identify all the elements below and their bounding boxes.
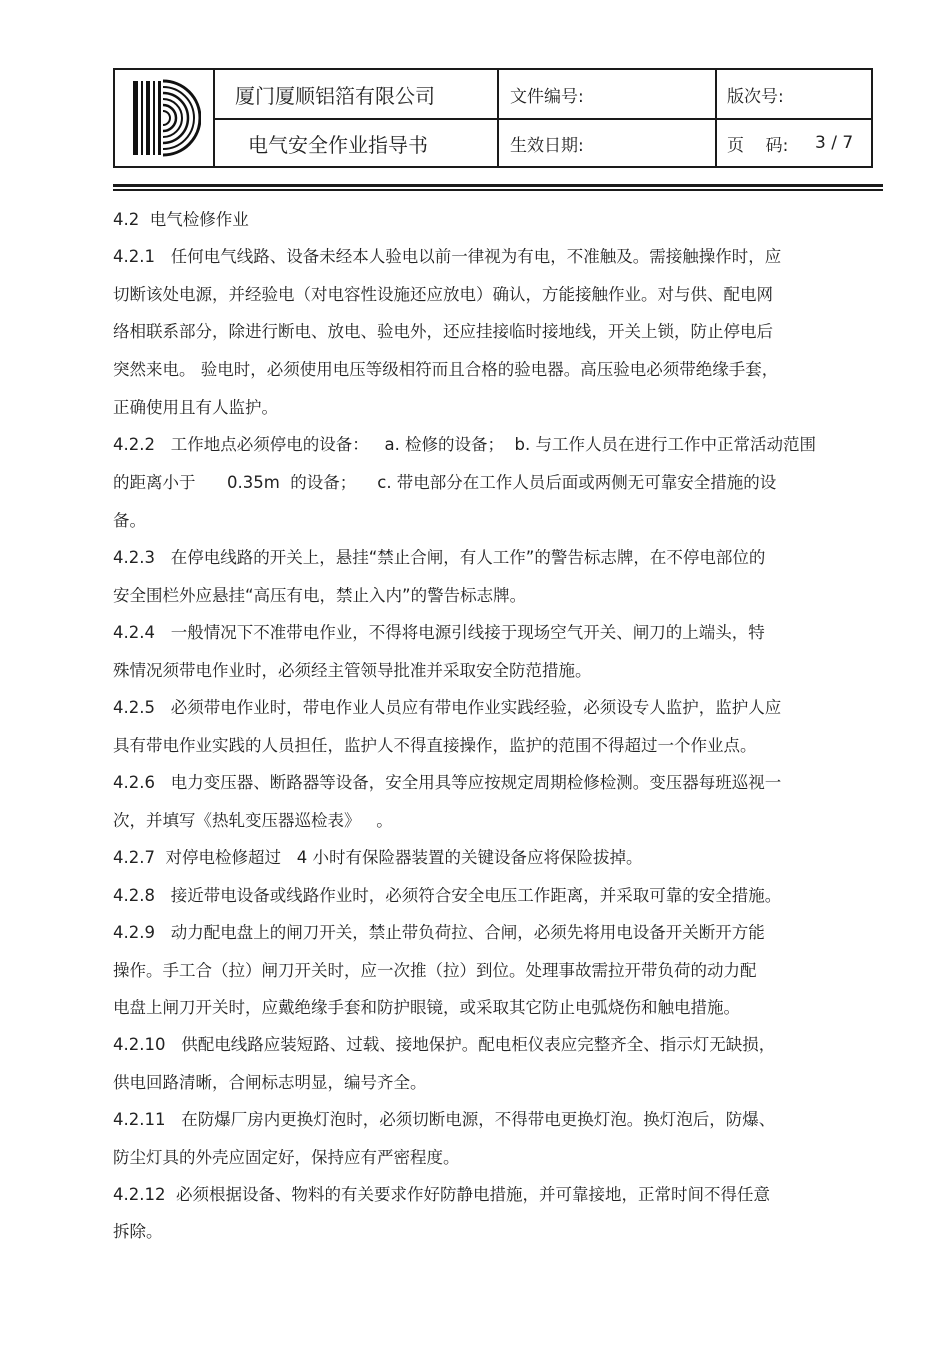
effective-date-label: 生效日期: bbox=[510, 135, 584, 156]
paragraph-line: 4.2.5 必须带电作业时，带电作业人员应有带电作业实践经验，必须设专人监护，监护人应 bbox=[113, 698, 782, 717]
file-number-label: 文件编号: bbox=[510, 86, 584, 107]
paragraph-line: 备。 bbox=[113, 511, 146, 530]
paragraph-line: 络相联系部分，除进行断电、放电、验电外，还应挂接临时接地线，开关上锁，防止停电后 bbox=[113, 322, 773, 341]
paragraph-line: 4.2.11 在防爆厂房内更换灯泡时，必须切断电源，不得带电更换灯泡。换灯泡后，防爆、 bbox=[113, 1110, 776, 1129]
paragraph-line: 4.2.2 工作地点必须停电的设备： a. 检修的设备； b. 与工作人员在进行工作中正常活动范围 bbox=[113, 435, 817, 454]
version-label: 版次号: bbox=[727, 86, 784, 107]
paragraph-line: 供电回路清晰，合闸标志明显，编号齐全。 bbox=[113, 1073, 427, 1092]
paragraph-line: 4.2.3 在停电线路的开关上，悬挂“禁止合闸，有人工作”的警告标志牌，在不停电部位的 bbox=[113, 548, 766, 567]
paragraph-line: 突然来电。 验电时，必须使用电压等级相符而且合格的验电器。高压验电必须带绝缘手套， bbox=[113, 360, 779, 379]
page-label: 页 码: bbox=[727, 135, 789, 156]
paragraph-line: 4.2.7 对停电检修超过 4 小时有保险器装置的关键设备应将保险拔掉。 bbox=[113, 848, 643, 867]
paragraph-line: 4.2.8 接近带电设备或线路作业时，必须符合安全电压工作距离，并采取可靠的安全措施。 bbox=[113, 886, 782, 905]
paragraph-line: 的距离小于 0.35m 的设备； c. 带电部分在工作人员后面或两侧无可靠安全措施的设 bbox=[113, 473, 777, 492]
paragraph-line: 防尘灯具的外壳应固定好，保持应有严密程度。 bbox=[113, 1148, 460, 1167]
company-logo bbox=[115, 70, 214, 166]
paragraph-line: 殊情况须带电作业时，必须经主管领导批准并采取安全防范措施。 bbox=[113, 661, 592, 680]
paragraph-line: 切断该处电源，并经验电（对电容性设施还应放电）确认，方能接触作业。对与供、配电网 bbox=[113, 285, 773, 304]
paragraph-line: 安全围栏外应悬挂“高压有电，禁止入内”的警告标志牌。 bbox=[113, 586, 527, 605]
paragraph-line: 正确使用且有人监护。 bbox=[113, 398, 278, 417]
paragraph-line: 拆除。 bbox=[113, 1222, 163, 1241]
paragraph-line: 次，并填写《热轧变压器巡检表》 。 bbox=[113, 811, 393, 830]
paragraph-line: 4.2.9 动力配电盘上的闸刀开关，禁止带负荷拉、合闸，必须先将用电设备开关断开方能 bbox=[113, 923, 765, 942]
paragraph-line: 4.2.1 任何电气线路、设备未经本人验电以前一律视为有电，不准触及。需接触操作时，应 bbox=[113, 247, 782, 266]
document-header-table bbox=[113, 68, 873, 168]
header-rule-thin bbox=[113, 189, 883, 191]
paragraph-line: 电盘上闸刀开关时，应戴绝缘手套和防护眼镜，或采取其它防止电弧烧伤和触电措施。 bbox=[113, 998, 740, 1017]
paragraph-line: 4.2.12 必须根据设备、物料的有关要求作好防静电措施，并可靠接地，正常时间不得任意 bbox=[113, 1185, 770, 1204]
paragraph-line: 4.2.6 电力变压器、断路器等设备，安全用具等应按规定周期检修检测。变压器每班巡视一 bbox=[113, 773, 782, 792]
header-rule-thick bbox=[113, 184, 883, 187]
paragraph-line: 操作。手工合（拉）闸刀开关时，应一次推（拉）到位。处理事故需拉开带负荷的动力配 bbox=[113, 961, 757, 980]
page-number: 3 / 7 bbox=[815, 133, 854, 153]
document-title: 电气安全作业指导书 bbox=[248, 132, 428, 157]
company-name: 厦门厦顺铝箔有限公司 bbox=[235, 83, 435, 108]
paragraph-line: 4.2.4 一般情况下不准带电作业，不得将电源引线接于现场空气开关、闸刀的上端头，特 bbox=[113, 623, 765, 642]
paragraph-line: 具有带电作业实践的人员担任，监护人不得直接操作，监护的范围不得超过一个作业点。 bbox=[113, 736, 757, 755]
company-logo-graphic bbox=[129, 77, 201, 159]
paragraph-line: 4.2.10 供配电线路应装短路、过载、接地保护。配电柜仪表应完整齐全、指示灯无缺损， bbox=[113, 1035, 776, 1054]
section-heading: 4.2 电气检修作业 bbox=[113, 210, 249, 229]
